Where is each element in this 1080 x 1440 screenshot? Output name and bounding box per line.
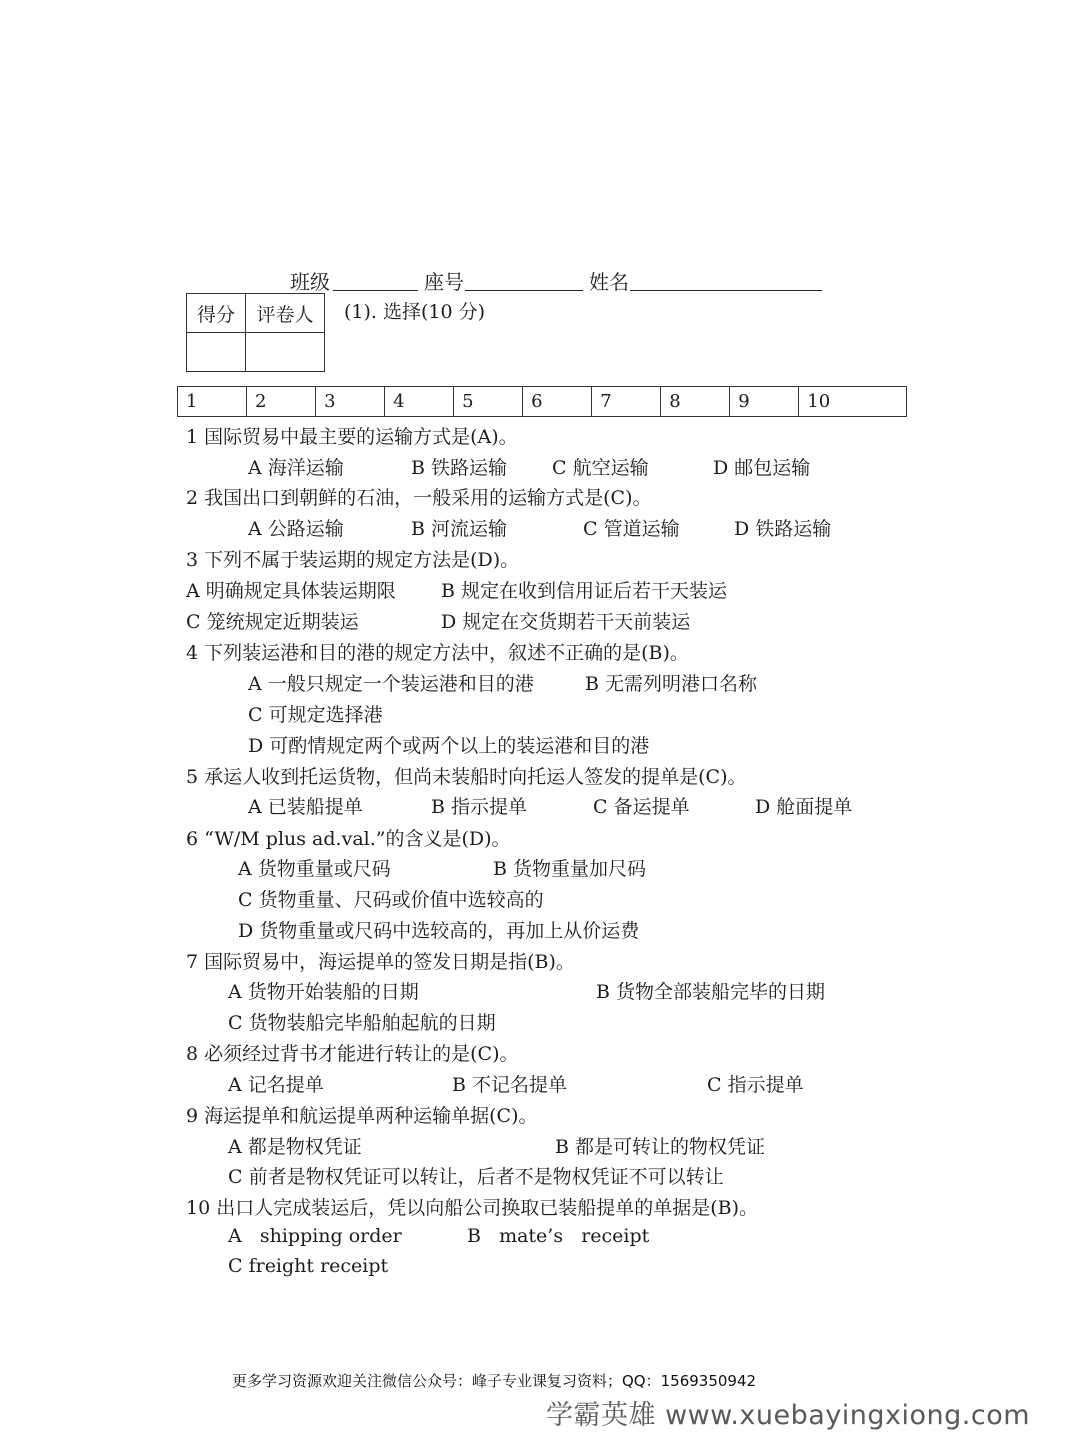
question-8-stem: 8 必须经过背书才能进行转让的是(C)。 bbox=[186, 1043, 519, 1065]
question-6-stem: 6 “W/M plus ad.val.”的含义是(D)。 bbox=[186, 828, 511, 850]
question-1-option-b: B 铁路运输 bbox=[411, 457, 508, 479]
question-8-option-b: B 不记名提单 bbox=[452, 1074, 568, 1096]
question-8-option-c: C 指示提单 bbox=[707, 1074, 804, 1096]
question-9-option-c: C 前者是物权凭证可以转让，后者不是物权凭证不可以转让 bbox=[228, 1166, 724, 1188]
question-4-option-d: D 可酌情规定两个或两个以上的装运港和目的港 bbox=[248, 735, 650, 757]
answer-grid-cell: 6 bbox=[523, 387, 592, 417]
question-10-option-c: C freight receipt bbox=[228, 1255, 389, 1277]
question-7-option-c: C 货物装船完毕船舶起航的日期 bbox=[228, 1012, 496, 1034]
question-6-option-b: B 货物重量加尺码 bbox=[493, 858, 647, 880]
question-5-option-a: A 已装船提单 bbox=[248, 796, 363, 818]
question-9-option-b: B 都是可转让的物权凭证 bbox=[555, 1136, 766, 1158]
question-5-option-b: B 指示提单 bbox=[431, 796, 528, 818]
question-7-option-a: A 货物开始装船的日期 bbox=[228, 981, 419, 1003]
question-3-stem: 3 下列不属于装运期的规定方法是(D)。 bbox=[186, 549, 520, 571]
question-5-option-c: C 备运提单 bbox=[593, 796, 690, 818]
name-blank bbox=[630, 290, 822, 291]
footer-note: 更多学习资源欢迎关注微信公众号：峰子专业课复习资料；QQ：1569350942 bbox=[232, 1372, 757, 1390]
question-1-option-d: D 邮包运输 bbox=[713, 457, 811, 479]
class-label: 班级 bbox=[290, 270, 330, 294]
question-4-option-c: C 可规定选择港 bbox=[248, 704, 383, 726]
question-1-option-a: A 海洋运输 bbox=[248, 457, 344, 479]
question-1-option-c: C 航空运输 bbox=[552, 457, 649, 479]
question-2-stem: 2 我国出口到朝鲜的石油，一般采用的运输方式是(C)。 bbox=[186, 487, 652, 509]
question-4-option-b: B 无需列明港口名称 bbox=[585, 673, 758, 695]
question-2-option-d: D 铁路运输 bbox=[734, 518, 832, 540]
question-6-option-c: C 货物重量、尺码或价值中选较高的 bbox=[238, 889, 544, 911]
answer-grid-cell: 4 bbox=[385, 387, 454, 417]
score-cell bbox=[187, 333, 246, 372]
answer-grid-cell: 10 bbox=[799, 387, 907, 417]
question-8-option-a: A 记名提单 bbox=[228, 1074, 324, 1096]
question-7-stem: 7 国际贸易中，海运提单的签发日期是指(B)。 bbox=[186, 951, 575, 973]
watermark: 学霸英雄 www.xuebayingxiong.com bbox=[546, 1400, 1031, 1431]
question-6-option-a: A 货物重量或尺码 bbox=[238, 858, 391, 880]
question-1-stem: 1 国际贸易中最主要的运输方式是(A)。 bbox=[186, 426, 518, 448]
answer-grid bbox=[177, 386, 907, 417]
section-title: (1). 选择(10 分) bbox=[344, 301, 486, 323]
question-7-option-b: B 货物全部装船完毕的日期 bbox=[596, 981, 826, 1003]
score-grader-table bbox=[186, 293, 325, 372]
question-3-option-c: C 笼统规定近期装运 bbox=[186, 611, 359, 633]
seat-label: 座号 bbox=[424, 270, 464, 294]
question-4-stem: 4 下列装运港和目的港的规定方法中，叙述不正确的是(B)。 bbox=[186, 642, 689, 664]
question-2-option-c: C 管道运输 bbox=[583, 518, 680, 540]
name-label: 姓名 bbox=[589, 270, 629, 294]
answer-grid-cell: 5 bbox=[454, 387, 523, 417]
question-3-option-d: D 规定在交货期若干天前装运 bbox=[441, 611, 691, 633]
answer-grid-cell: 1 bbox=[178, 387, 247, 417]
score-header: 得分 bbox=[187, 294, 246, 333]
question-9-stem: 9 海运提单和航运提单两种运输单据(C)。 bbox=[186, 1105, 538, 1127]
question-5-stem: 5 承运人收到托运货物，但尚未装船时向托运人签发的提单是(C)。 bbox=[186, 766, 747, 788]
seat-blank bbox=[465, 290, 583, 291]
class-blank bbox=[333, 290, 418, 291]
answer-grid-cell: 9 bbox=[730, 387, 799, 417]
answer-grid-cell: 2 bbox=[247, 387, 316, 417]
question-6-option-d: D 货物重量或尺码中选较高的，再加上从价运费 bbox=[238, 920, 640, 942]
grader-header: 评卷人 bbox=[246, 294, 325, 333]
answer-grid-cell: 3 bbox=[316, 387, 385, 417]
grader-cell bbox=[246, 333, 325, 372]
question-10-stem: 10 出口人完成装运后，凭以向船公司换取已装船提单的单据是(B)。 bbox=[186, 1197, 759, 1219]
question-4-option-a: A 一般只规定一个装运港和目的港 bbox=[248, 673, 534, 695]
answer-grid-cell: 8 bbox=[661, 387, 730, 417]
question-2-option-a: A 公路运输 bbox=[248, 518, 344, 540]
question-5-option-d: D 舱面提单 bbox=[755, 796, 853, 818]
question-3-option-b: B 规定在收到信用证后若干天装运 bbox=[441, 580, 728, 602]
question-10-option-a: A shipping order bbox=[228, 1225, 402, 1247]
question-3-option-a: A 明确规定具体装运期限 bbox=[186, 580, 396, 602]
question-2-option-b: B 河流运输 bbox=[411, 518, 508, 540]
answer-grid-cell: 7 bbox=[592, 387, 661, 417]
question-9-option-a: A 都是物权凭证 bbox=[228, 1136, 362, 1158]
question-10-option-b: B mate’s receipt bbox=[467, 1225, 650, 1247]
